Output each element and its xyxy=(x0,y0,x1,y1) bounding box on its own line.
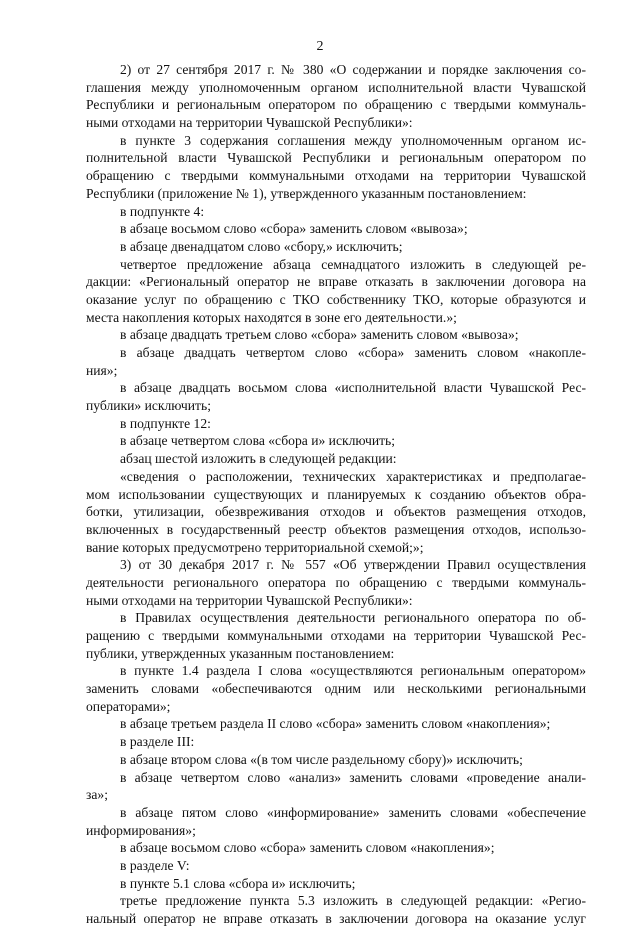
text-line: ными отходами на территории Чувашской Республики»: xyxy=(86,115,413,131)
text-line: в подпункте 4: xyxy=(120,203,205,219)
text-line: заменить словами «обеспечиваются одним или несколькими региональными xyxy=(86,681,586,697)
text-line: в абзаце восьмом слово «сбора» заменить словом «накопления»; xyxy=(120,840,495,856)
text-line: дакции: «Региональный оператор не вправе отказать в заключении договора на xyxy=(86,274,586,290)
text-line: 3) от 30 декабря 2017 г. № 557 «Об утверждении Правил осуществления xyxy=(120,557,586,573)
text-line: в абзаце восьмом слово «сбора» заменить словом «вывоза»; xyxy=(120,221,468,237)
text-line: в абзаце четвертом слово «анализ» заменить словами «проведение анали- xyxy=(120,769,586,785)
text-line: Республики (приложение № 1), утвержденного указанным постановлением: xyxy=(86,185,527,201)
text-line: обращению с твердыми коммунальными отходами на территории Чувашской xyxy=(86,168,586,184)
text-line: полнительной власти Чувашской Республики и региональным оператором по xyxy=(86,150,586,166)
document-body xyxy=(86,61,586,928)
text-line: оказание услуг по обращению с ТКО собственнику ТКО, которые образуются и xyxy=(86,291,586,307)
text-line: Республики и региональным оператором по обращению с твердыми коммуналь- xyxy=(86,97,586,113)
page-number: 2 xyxy=(316,39,324,54)
text-line: информирования»; xyxy=(86,822,196,838)
text-line: ботки, утилизации, обезвреживания отходов и объектов размещения отходов, xyxy=(86,504,586,520)
text-line: публики» исключить; xyxy=(86,398,211,414)
text-line: публики, утвержденных указанным постановлением: xyxy=(86,645,395,661)
text-line: в пункте 3 содержания соглашения между уполномоченным органом ис- xyxy=(120,132,586,148)
text-line: в Правилах осуществления деятельности регионального оператора по об- xyxy=(120,610,586,626)
text-line: ращению с твердыми коммунальными отходами на территории Чувашской Рес- xyxy=(86,628,586,643)
text-line: мом использовании существующих и планируемых к созданию объектов обра- xyxy=(86,486,586,502)
text-line: в пункте 5.1 слова «сбора и» исключить; xyxy=(120,875,356,891)
text-line: места накопления которых находятся в зоне его деятельности.»; xyxy=(86,309,457,325)
text-line: глашения между уполномоченным органом исполнительной власти Чувашской xyxy=(86,79,586,95)
text-line: 2) от 27 сентября 2017 г. № 380 «О содержании и порядке заключения со- xyxy=(120,62,586,77)
text-line: в абзаце втором слова «(в том числе раздельному сбору)» исключить; xyxy=(120,751,523,767)
text-line: в абзаце двадцать третьем слово «сбора» заменить словом «вывоза»; xyxy=(120,327,519,343)
text-line: третье предложение пункта 5.3 изложить в следующей редакции: «Регио- xyxy=(120,893,586,909)
text-line: в разделе V: xyxy=(120,857,190,873)
text-line: нальный оператор не вправе отказать в заключении договора на оказание услуг xyxy=(86,911,586,926)
text-line: операторами»; xyxy=(86,698,171,714)
text-line: в абзаце пятом слово «информирование» заменить словами «обеспечение xyxy=(120,804,586,820)
text-line: в пункте 1.4 раздела I слова «осуществляются региональным оператором» xyxy=(120,663,586,679)
text-line: за»; xyxy=(86,787,108,803)
text-line: абзац шестой изложить в следующей редакции: xyxy=(120,451,397,467)
text-line: в абзаце двадцать четвертом слово «сбора» заменить словом «накопле- xyxy=(120,345,586,360)
text-line: в разделе III: xyxy=(120,734,195,750)
text-line: вание которых предусмотрено территориальной схемой;»; xyxy=(86,539,424,555)
text-line: ными отходами на территории Чувашской Республики»: xyxy=(86,592,413,608)
text-line: включенных в государственный реестр объектов размещения отходов, использо- xyxy=(86,521,586,537)
text-line: деятельности регионального оператора по обращению с твердыми коммуналь- xyxy=(86,574,586,590)
text-line: в абзаце двадцать восьмом слова «исполнительной власти Чувашской Рес- xyxy=(120,380,586,396)
text-line: в абзаце четвертом слова «сбора и» исключить; xyxy=(120,433,396,449)
text-line: «сведения о расположении, технических характеристиках и предполагае- xyxy=(120,468,586,484)
text-line: четвертое предложение абзаца семнадцатого изложить в следующей ре- xyxy=(120,256,586,272)
text-line: в абзаце третьем раздела II слово «сбора» заменить словом «накопления»; xyxy=(120,716,551,732)
text-line: в абзаце двенадцатом слово «сбору,» исключить; xyxy=(120,238,403,254)
text-line: ния»; xyxy=(86,362,118,378)
text-line: в подпункте 12: xyxy=(120,415,211,431)
